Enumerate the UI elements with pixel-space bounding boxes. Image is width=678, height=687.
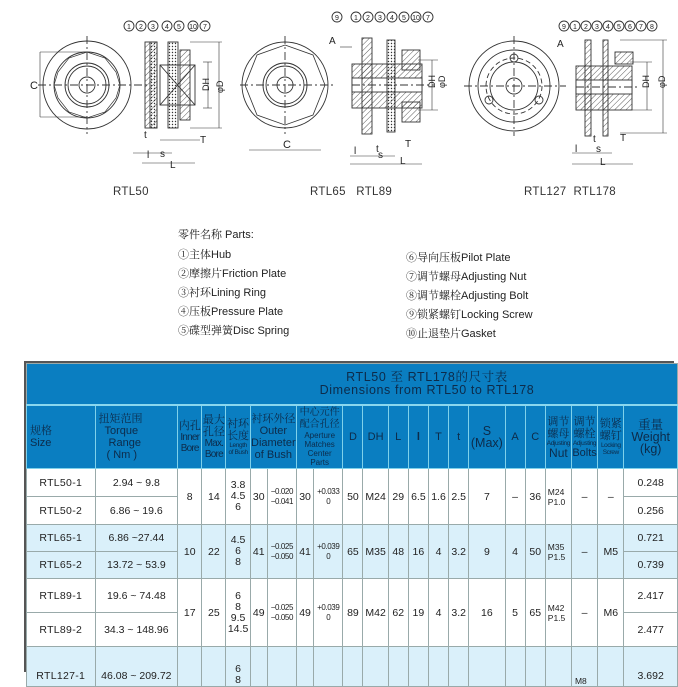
cell-weight: 0.248 [624,469,678,497]
cell-dh: M42 [363,579,388,647]
cell-max-bore: 25 [202,579,226,647]
col-inner-bore: 内孔 Inner Bore [178,405,202,469]
cell-adjusting-bolts: M8 [571,647,597,687]
cell-aperture-tol: +0.033 0 [314,469,343,525]
svg-text:t: t [144,130,147,141]
cell-bush-length: 4.5 6 8 [226,525,250,579]
cell-t-upper: 4 [428,579,448,647]
table-title [27,364,678,406]
cell-adjusting-nut: M24 P1.0 [545,469,571,525]
cell-t-lower [449,647,469,687]
cell-l-upper [388,647,408,687]
part-item: ②摩擦片Friction Plate [178,268,287,280]
part-item: ⑨锁紧螺钉Locking Screw [406,309,533,321]
part-item: ④压板Pressure Plate [178,306,284,318]
col-l-upper: L [388,405,408,469]
cell-size: RTL65-2 [27,552,96,579]
cell-locking-screw: – [598,469,624,525]
svg-text:7: 7 [426,15,430,22]
cell-c: 65 [525,579,545,647]
table-title-en: Dimensions from RTL50 to RTL178 [319,383,535,397]
cell-s-max: 16 [469,579,505,647]
cell-size: RTL89-2 [27,613,96,647]
part-item: ①主体Hub [178,249,232,261]
cell-bush-od-tol: −0.025 −0.050 [267,525,296,579]
cell-max-bore [202,647,226,687]
parts-title: 零件名称 Parts: [178,229,254,241]
cell-locking-screw [598,647,624,687]
cell-l-upper: 62 [388,579,408,647]
cell-weight: 0.256 [624,497,678,525]
technical-drawings [0,0,672,205]
cell-torque: 6.86 ~ 19.6 [95,497,178,525]
svg-text:9: 9 [562,24,566,31]
part-item: ③衬环Lining Ring [178,287,267,299]
svg-text:DH: DH [427,75,437,88]
svg-text:L: L [400,156,406,167]
cell-l-lower: 19 [408,579,428,647]
svg-text:l: l [354,146,357,157]
svg-text:3: 3 [378,15,382,22]
rtl50-front-view [38,36,150,134]
part-item: ⑧调节螺栓Adjusting Bolt [406,290,529,302]
cell-t-upper: 4 [428,525,448,579]
cell-inner-bore: 10 [178,525,202,579]
dimensions-table-container [24,361,674,686]
rtl65-side-view [332,12,438,164]
cell-t-upper: 1.6 [428,469,448,525]
cell-t-lower: 3.2 [449,525,469,579]
cell-t-lower: 3.2 [449,579,469,647]
dimensions-table [26,363,678,687]
part-item: ⑦调节螺母Adjusting Nut [406,271,527,283]
cell-s-max [469,647,505,687]
svg-text:6: 6 [628,24,632,31]
svg-text:8: 8 [650,24,654,31]
caption-rtl65-rtl89: RTL65 RTL89 [310,186,393,198]
svg-text:4: 4 [165,24,169,31]
cell-locking-screw: M6 [598,579,624,647]
cell-d: 89 [343,579,363,647]
cell-weight: 2.417 [624,579,678,613]
cell-torque: 19.6 ~ 74.48 [95,579,178,613]
table-title-cn: RTL50 至 RTL178的尺寸表 [346,370,508,384]
cell-d: 65 [343,525,363,579]
cell-locking-screw: M5 [598,525,624,579]
col-adjusting-nut: 调节 螺母 Adjusting Nut [545,405,571,469]
svg-text:DH: DH [201,78,211,91]
svg-text:4: 4 [606,24,610,31]
cell-size: RTL50-2 [27,497,96,525]
col-max-bore: 最大 孔径 Max. Bore [202,405,226,469]
svg-text:2: 2 [584,24,588,31]
table-header-row [27,405,678,469]
cell-aperture [297,647,314,687]
cell-max-bore: 14 [202,469,226,525]
rtl65-front-view [240,36,335,150]
part-item: ⑩止退垫片Gasket [406,328,496,340]
cell-adjusting-nut: M42 P1.5 [545,579,571,647]
cell-inner-bore: 8 [178,469,202,525]
svg-text:3: 3 [595,24,599,31]
svg-text:s: s [160,149,165,160]
cell-l-lower [408,647,428,687]
svg-text:T: T [405,139,412,150]
col-t-lower: t [449,405,469,469]
col-s-max: S (Max) [469,405,505,469]
svg-text:C: C [283,139,291,151]
cell-weight: 3.692 [624,647,678,687]
svg-text:T: T [620,133,627,144]
svg-text:7: 7 [203,24,207,31]
cell-aperture: 30 [297,469,314,525]
cell-bush-od: 49 [250,579,267,647]
cell-l-upper: 29 [388,469,408,525]
cell-torque: 46.08 ~ 209.72 [95,647,178,687]
col-bush-length: 衬环 长度 Length of Bush [226,405,250,469]
cell-bush-od-tol: −0.025 −0.050 [267,579,296,647]
cell-bush-length: 6 8 [226,647,250,687]
cell-l-lower: 16 [408,525,428,579]
col-aperture: 中心元件 配合孔径 Aperture Matches Center Parts [297,405,343,469]
cell-torque: 6.86 ~27.44 [95,525,178,552]
svg-text:φD: φD [215,80,225,93]
cell-dh [363,647,388,687]
cell-dh: M24 [363,469,388,525]
col-a: A [505,405,525,469]
cell-adjusting-bolts: – [571,525,597,579]
svg-text:10: 10 [412,15,420,22]
cell-aperture-tol: +0.039 0 [314,579,343,647]
col-t-upper: T [428,405,448,469]
cell-a: 5 [505,579,525,647]
cell-t-lower: 2.5 [449,469,469,525]
table-row [27,647,678,687]
svg-text:2: 2 [366,15,370,22]
cell-adjusting-bolts: – [571,579,597,647]
cell-torque: 13.72 ~ 53.9 [95,552,178,579]
cell-a: – [505,469,525,525]
part-item: ⑤碟型弹簧Disc Spring [178,325,290,337]
col-bush-od: 衬环外径 Outer Diameter of Bush [250,405,296,469]
rtl127-side-view [559,21,667,164]
cell-aperture-tol [314,647,343,687]
svg-text:10: 10 [189,24,197,31]
svg-text:L: L [600,157,606,168]
cell-bush-od-tol: −0.020 −0.041 [267,469,296,525]
rtl50-side-view [124,21,222,163]
svg-text:5: 5 [402,15,406,22]
cell-bush-od [250,647,267,687]
cell-t-upper [428,647,448,687]
svg-text:1: 1 [354,15,358,22]
svg-text:2: 2 [139,24,143,31]
col-d: D [343,405,363,469]
svg-text:T: T [200,135,207,146]
cell-a [505,647,525,687]
cell-c: 50 [525,525,545,579]
svg-text:5: 5 [617,24,621,31]
svg-text:3: 3 [151,24,155,31]
cell-torque: 34.3 ~ 148.96 [95,613,178,647]
cell-inner-bore: 17 [178,579,202,647]
svg-text:l: l [147,150,150,161]
table-row [27,579,678,613]
cell-d: 50 [343,469,363,525]
caption-rtl127-rtl178: RTL127 RTL178 [524,186,616,198]
col-size: 规格 Size [27,405,96,469]
svg-text:4: 4 [390,15,394,22]
cell-d [343,647,363,687]
part-item: ⑥导向压板Pilot Plate [406,252,511,264]
table-row [27,469,678,497]
dim-c-label: C [30,80,38,92]
svg-text:φD: φD [657,75,667,88]
svg-text:9: 9 [335,15,339,22]
rtl127-front-view [464,36,566,136]
svg-text:φD: φD [437,75,447,88]
col-l-lower: l [408,405,428,469]
cell-dh: M35 [363,525,388,579]
cell-c: 36 [525,469,545,525]
cell-adjusting-nut: M35 P1.5 [545,525,571,579]
svg-text:s: s [378,150,383,161]
cell-a: 4 [505,525,525,579]
cell-size: RTL65-1 [27,525,96,552]
svg-text:t: t [376,144,379,155]
col-locking-screw: 锁紧 螺钉 Locking Screw [598,405,624,469]
cell-size: RTL50-1 [27,469,96,497]
col-torque: 扭矩范围 Torque Range ( Nm ) [95,405,178,469]
cell-adjusting-nut [545,647,571,687]
cell-aperture-tol: +0.039 0 [314,525,343,579]
cell-max-bore: 22 [202,525,226,579]
cell-bush-length: 6 8 9.5 14.5 [226,579,250,647]
cell-l-upper: 48 [388,525,408,579]
caption-rtl50: RTL50 [113,186,149,198]
svg-text:A: A [329,36,336,47]
svg-text:l: l [575,144,578,155]
col-weight: 重量 Weight (kg) [624,405,678,469]
cell-l-lower: 6.5 [408,469,428,525]
svg-text:DH: DH [641,75,651,88]
svg-text:s: s [596,144,601,155]
cell-adjusting-bolts: – [571,469,597,525]
cell-weight: 0.721 [624,525,678,552]
svg-text:L: L [170,160,176,171]
cell-torque: 2.94 ~ 9.8 [95,469,178,497]
cell-size: RTL89-1 [27,579,96,613]
cell-bush-od: 30 [250,469,267,525]
cell-weight: 0.739 [624,552,678,579]
cell-weight: 2.477 [624,613,678,647]
coupling-drawings-svg [0,0,672,205]
cell-s-max: 7 [469,469,505,525]
svg-text:5: 5 [177,24,181,31]
cell-bush-od: 41 [250,525,267,579]
col-c: C [525,405,545,469]
cell-bush-od-tol [267,647,296,687]
svg-text:A: A [557,39,564,50]
cell-size: RTL127-1 [27,647,96,687]
table-row [27,525,678,552]
svg-text:1: 1 [127,24,131,31]
col-dh: DH [363,405,388,469]
svg-text:t: t [593,134,596,145]
svg-text:1: 1 [573,24,577,31]
svg-text:7: 7 [639,24,643,31]
cell-c [525,647,545,687]
cell-bush-length: 3.8 4.5 6 [226,469,250,525]
cell-aperture: 49 [297,579,314,647]
cell-s-max: 9 [469,525,505,579]
cell-aperture: 41 [297,525,314,579]
col-adjusting-bolts: 调节 螺栓 Adjusting Bolts [571,405,597,469]
cell-inner-bore [178,647,202,687]
